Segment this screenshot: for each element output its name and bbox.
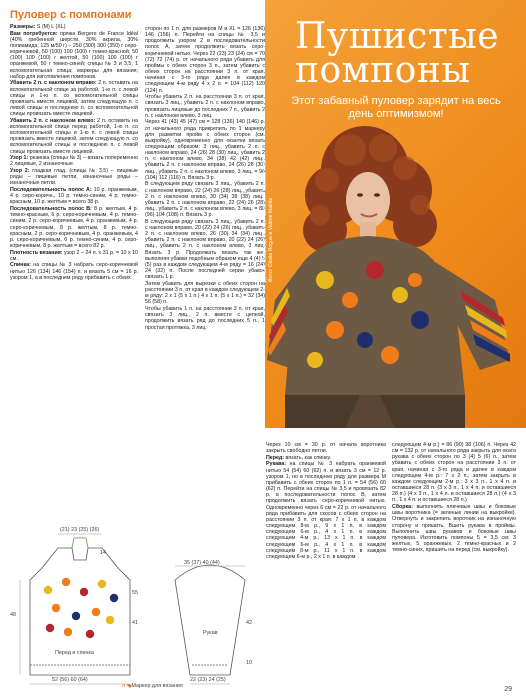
article-title: Пуловер с помпонами [10,9,132,21]
paragraph-text: Через 41 (43) 45 (47) см = 128 (136) 140 (146) р. от начального ряда прикрепить по 1 маркеру для разметки пройм с обеих сторон (см. выкройку), одновременно для окантки вязать следующим образом: 3 лиц., убавить 2 п. с наклоном вправо, 24 (26) 28 (30) лиц., убавить 2 п. с наклоном влево, 34 (38) 42 (42) лиц., убавить 2 п. с наклоном вправо, 24 (26) 28 (30) лиц., убавить 2 п. с наклоном влево, 3 лиц. = 96 (104) 112 (116) п. Вязать 3 р. [145,119,265,181]
dim-sleeve-bottom: 22 (23) 24 (25) [190,677,226,683]
paragraph-text: В следующем ряду связать 3 лиц., убавить 2 п. с наклоном вправо, 22 (24) 26 (28) лиц., убавить 2 п. с наклоном влево, 30 (34) 38 (38) лиц., убавить 2 п. с наклоном вправо, 22 (24) 26 (28) лиц., убавить 2 п. с наклоном влево, 3 лиц. = 88 (96) 104 (108) п. Вязать 3 р. [145,181,265,219]
paragraph-lead: Рукава: [266,461,286,468]
pompom-marker [92,608,100,616]
paragraph-lead: Убавить 2 п. с наклоном влево: [10,117,96,124]
paragraph-text: 8 р. желтым, 4 р. темно-красным, 6 р. серо-коричневым, 4 р. темно-синим, 2 р. серо-коричневым, 4 р. оранжевым, 4 р. серо-коричневым, 8 р. желтым, 8 р. темно-красным, 2 р. серо-коричневым, 4 р. оранжевым, 4 р. серо-коричневым, 6 р. темно-синим, 4 р. серо-коричневым, 8 р. желтым = всего 82 р. [10,206,138,249]
pompom-marker [80,588,88,596]
pompom-marker [72,612,80,620]
legend-text: = Маркер для вязания [126,683,183,689]
pattern-schematics [10,520,266,690]
paragraph [10,24,138,30]
dim-top: (21) 23 (25) (26) [60,527,100,533]
paragraph-text: узор 2 – 24 п. х 31 р. = 10 х 10 см. [10,249,138,262]
paragraph-text: следующем 4-м р.) = 86 (90) 98 (106) п. Через 42 см = 132 р. от начального ряда закрыть для оката рукава с обеих сторон по 3 (4) 5 (6) п., затем убавить с обеих сторон на расстоянии 3 п. от края, начиная с 3-го ряда и далее в каждом следующем 4-м р.: 7 х 2 п.; затем закрыть в каждом следующем 2-м р.: 3 х 3 п., 1 х 4 п. и оставшиеся 28 п. (3 х 3 п., 1 х 4 п. и оставшиеся 28 п.) (4 х 3 п., 1 х 4 п. и оставшиеся 28 п.) (4 х 3 п., 1 х 4 п. и оставшиеся 28 п.) [392,442,516,504]
instructions-column-1 [10,24,138,281]
headline-line-1: Пушистые [295,16,500,57]
paragraph [145,306,265,331]
headline-line-2: помпоны [295,50,471,91]
paragraph-text: В следующем ряду связать 3 лиц., убавить 2 п. с наклоном вправо, 20 (22) 24 (26) лиц., убавить 2 п. с наклоном влево, 26 (30) 34 (34) лиц., убавить 2 п. с наклоном вправо, 20 (22) 24 (26) лиц., убавить 2 п. с наклоном влево, 3 лиц. Вязать 3 р. Продолжать вязать так же, выполняя убавки подобным образом еще 4 (4) 5 (5) раз в каждом следующем 4-м ряду = 16 (24) 24 (32) п. После последней серии убавок связать 1 р. [145,218,265,281]
pompom-marker [62,578,70,586]
photo-credit-line-1: Дизайн: Вейрм де Фонты. Ассистент: Caroline Petit. [262,158,268,282]
page-number: 29 [504,686,512,693]
paragraph-text: на спицы № 3 набрать серо-коричневой нитью 126 (134) 146 (154) п. и вязать 5 см = 16 р. узором 1, а в последнем ряду прибавить с обеих [10,262,138,281]
legend-symbol: σ [122,683,126,689]
paragraph-lead: Перед: [266,454,285,461]
paragraph-text: вязать, как спинку. [284,454,332,461]
dim-h3: 42 [246,620,252,626]
paragraph-text: на спицы № 3 набрать оранжевой нитью 54 (54) 60 (62) п. и вязать 3 см = 12 р. узором 1, но в последнем ряду для размера M прибавить с обеих сторон по 1 п. = 54 (56) 60 (62) п. Перейти на спицы № 3,5 и провязать 82 р. в последовательности полос В, затем продолжить вязать серо-коричневой нитью. Одновременно через 6 см = 22 р. от начального ряда прибавить для скосов с обеих сторон на расстоянии 3 п. от края: 7 х 1 п. в каждом следующем 8-м р., 9 х 1 п. в каждом следующем 6-м р., 4 х 1 п. в каждом следующем 4-м р., 13 х 1 п. в каждом следующем 6-м р., 4 х 1 п. в каждом следующем 8-м р., 11 х 1 п. в каждом следующем 6-м р., 2 х 1 п. в каждом [266,461,386,560]
paragraph [10,31,138,80]
paragraph-lead: Спинка: [10,262,31,269]
paragraph-lead: Последовательность полос В: [10,206,92,213]
paragraph [266,442,386,454]
pompom-marker [64,628,72,636]
paragraph-text: гладкая глад. (спицы № 3,5) – лицевые ряды – лицевые петли, изнаночные ряды – изнаночные петли. [10,168,138,187]
paragraph [145,119,265,181]
paragraph-text: пряжа Bergere de France Idéal (40% гребенной шерсти, 30% акрила, 30% полиамида; 125 м/50 г) – 250 (300) 300 (350) г серо-коричневой, 50 (100) 100 (100) г темно-красной, 50 (100) 100 (100) г желтой, 50 (100) 100 (100) г оранжевой, 50 г темно-синей; спицы № 3 и 3,5; 1 вспомогательная спица; маркеры для вязания; набор для изготовления помпонов. [10,30,138,80]
pompom-marker [110,594,118,602]
paragraph-lead: Последовательность полос А: [10,187,92,194]
instructions-column-4 [392,442,516,554]
paragraph-lead: Сборка: [392,504,413,511]
dim-width: 52 (56) 60 (64) [52,677,88,683]
paragraph-text: 2 п. оставить на вспомогательной спице перед работой, 1-ю п. со вспомогательной спицы и 1-ю п. с левой спицы провязать вместе лицевой, затем следующую п. со вспомогательной спицы и последнюю п. с левой спицы провязать вместе лицевой. [10,117,138,155]
photo-credit-line-2: Фото: Cécile Rogue и Valérie Malitte [268,197,274,282]
paragraph [145,181,265,218]
instructions-column-2 [145,26,265,331]
paragraph-text: Затем убавить для вырезки с обеих сторон на расстоянии 3 п. от края в каждом следующем 2-м ряду: 2 х 1 (5 х 1 п.) 4 х 1 п. (5 х 1 п.) = 32 (34) 56 (58) п. [145,280,265,306]
paragraph-text: выполнить плечевые швы и боковые швы воротника (= зеленые линии на выкройке). Отвернуть и закрепить воротник на изнаночную сторону и пришить. Вшить рукава в проймы. Выполнить швы рукавов и боковые швы пуловера. Изготовить помпоны 5 = 3,5 см: 3 желтых, 5 оранжевых, 2 темно-красных и 2 темно-синих, пришить на перед (см. выкройку). [392,504,516,554]
front-back-label: Перед и спинка [55,650,94,656]
paragraph [10,118,138,155]
paragraph-text: Через 10 см = 30 р. от начала воротника закрыть свободно петли. [266,442,386,455]
instructions-column-3 [266,442,386,560]
paragraph-lead: Вам потребуется: [10,30,58,37]
sleeve-label: Рукав [203,630,218,636]
legend [122,683,183,689]
paragraph-lead: Плотность вязания: [10,249,63,256]
dim-shoulder: 14 [100,550,106,556]
dim-h2: 41 [132,620,138,626]
paragraph-lead: Убавить 2 п. с наклоном вправо: [10,80,97,87]
pompom-marker [106,616,114,624]
paragraph-text: сторон по 1 п. для размеров M и XL = 126 (136) 146 (156) п. Перейти на спицы № 3,5 и продолжить узором 2 в последовательности полос А, затем продолжить вязать серо-коричневой нитью. Через 22 (23) 23 (24) см = 70 (72) 72 (74) р. от начального ряда убавить для проймы с обеих сторон 3 п., затем убавить с обеих сторон на расстоянии 3 п. от края, начиная с 3-го ряда далее в каждом следующем 4-м ряду 4 х 2 п. = 104 (112) 120 (124) п. [145,26,265,94]
headline [295,16,500,91]
dim-side: 48 [10,612,16,618]
paragraph-lead: Узор 2: [10,168,30,175]
pompom-marker [98,580,106,588]
pompom-marker [86,630,94,638]
pompom-marker [44,586,52,594]
paragraph-text: резинка (спицы № 3) – вязать попеременно 2 лицевые, 2 изнаночные. [10,155,138,168]
pompom-marker [46,624,54,632]
paragraph [10,80,138,117]
paragraph [145,94,265,119]
paragraph [392,442,516,504]
paragraph [10,155,138,167]
paragraph [266,461,386,560]
paragraph [10,187,138,205]
paragraph [10,250,138,262]
paragraph-lead: Узор 1: [10,155,29,162]
paragraph-lead: Размеры: [10,24,36,30]
paragraph [145,281,265,306]
paragraph [145,219,265,281]
paragraph-text: 2 п. оставить на вспомогательной спице за работой, 1-ю п. с левой спицы и 1-ю п. со вспомогательной спицы провязать вместе лицевой, затем следующую п. с левой спицы и последнюю п. со вспомогательной спицы провязать вместе лицевой. [10,80,138,118]
photo-credit [262,158,274,282]
subheadline: Этот забавный пуловер зарядит на весь день оптимизмом! [291,95,501,120]
paragraph-text: S (M) L (XL) [35,24,66,30]
paragraph [10,206,138,249]
paragraph [392,504,516,553]
paragraph-text: 10 р. оранжевым, 4 р. серо-коричн., 10 р. темно-синим, 4 р. темно-красным, 10 р. желтым = всего 38 р. [10,187,138,206]
dim-sleeve-top: 35 (37) 40 (44) [184,560,220,566]
dim-sleeve-len: 10 [246,660,252,666]
paragraph-text: Чтобы убавить 2 п. на расстоянии 3 п. от края, связать 3 лиц., убавить 2 п. с наклоном вправо, провязать лицевые до последних 7 п., убавить 2 п. с наклоном влево, 3 лиц. [145,94,265,119]
pompom-marker [52,604,60,612]
paragraph [145,26,265,94]
paragraph [10,262,138,280]
paragraph-text: Чтобы убавить 1 п. на расстоянии 3 п. от края, связать 3 лиц., 2 п. вместе с цепной, продолжить вязать ряд до последних 5 п., 1 простая протяжка, 3 лиц. [145,306,265,331]
schematic-drawing [10,520,266,690]
paragraph [10,168,138,186]
dim-h1: 55 [132,590,138,596]
